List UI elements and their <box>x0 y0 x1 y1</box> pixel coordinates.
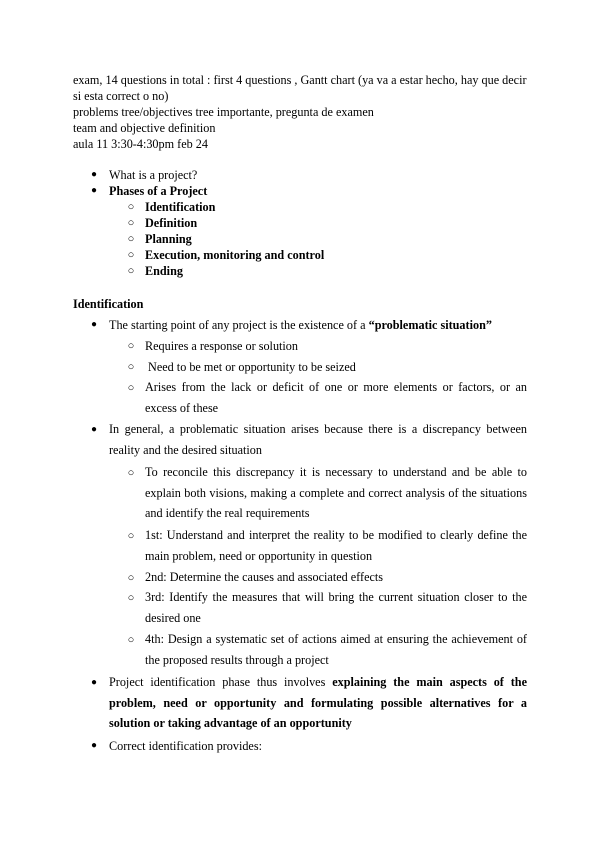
hollow-bullet-icon: ○ <box>127 467 135 479</box>
section-heading: Identification <box>73 297 144 311</box>
bullet-icon: ● <box>90 424 98 435</box>
correct-identification-line: Correct identification provides: <box>109 739 262 753</box>
sub-item: Need to be met or opportunity to be seized <box>145 360 356 374</box>
sub-item: 3rd: Identify the measures that will bring the current situation closer to the desired one <box>145 590 527 625</box>
bullet-icon: ● <box>90 319 98 330</box>
sub-item: Arises from the lack or deficit of one or more elements or factors, or an excess of these <box>145 380 527 415</box>
sub-item: 4th: Design a systematic set of actions aimed at ensuring the achievement of the proposed results through a project <box>145 632 527 667</box>
sub-item: 1st: Understand and interpret the reality to be modified to clearly define the main problem, need or opportunity in question <box>145 528 527 563</box>
starting-point-text: The starting point of any project is the existence of a <box>109 318 369 332</box>
phase-item: Identification <box>145 200 216 214</box>
bullet-icon: ● <box>90 185 98 196</box>
hollow-bullet-icon: ○ <box>127 634 135 646</box>
note-line-4: team and objective definition <box>73 121 216 135</box>
problematic-situation-term: “problematic situation” <box>368 318 492 332</box>
note-line-2: si esta correct o no) <box>73 89 169 103</box>
hollow-bullet-icon: ○ <box>127 265 135 277</box>
phase-item: Ending <box>145 264 183 278</box>
bullet-icon: ● <box>90 740 98 751</box>
outline-phases-title: Phases of a Project <box>109 184 208 198</box>
discrepancy-paragraph: In general, a problematic situation arises because there is a discrepancy between reality and the desired situation <box>109 422 527 457</box>
bullet-icon: ● <box>90 677 98 688</box>
identification-phase-paragraph <box>109 672 527 734</box>
hollow-bullet-icon: ○ <box>127 572 135 584</box>
hollow-bullet-icon: ○ <box>127 249 135 261</box>
sub-item: To reconcile this discrepancy it is necessary to understand and be able to explain both visions, making a complete and correct analysis of the situations and identify the real requirements <box>145 465 527 521</box>
note-line-1: exam, 14 questions in total : first 4 questions , Gantt chart (ya va a estar hecho, hay que decir <box>73 73 527 87</box>
sub-item: 2nd: Determine the causes and associated effects <box>145 570 384 584</box>
hollow-bullet-icon: ○ <box>127 340 135 352</box>
note-line-5: aula 11 3:30-4:30pm feb 24 <box>73 137 208 151</box>
hollow-bullet-icon: ○ <box>127 201 135 213</box>
hollow-bullet-icon: ○ <box>127 217 135 229</box>
phase-item: Execution, monitoring and control <box>145 248 325 262</box>
hollow-bullet-icon: ○ <box>127 592 135 604</box>
identification-phase-emphasis: explaining the main aspects of the problem, need or opportunity and formulating possible alternatives for a solution or taking advantage of an opportunity <box>109 675 527 731</box>
sub-item: Requires a response or solution <box>145 339 298 353</box>
identification-phase-text: Project identification phase thus involves <box>109 675 333 689</box>
bullet-icon: ● <box>90 169 98 180</box>
starting-point-paragraph <box>109 317 492 333</box>
hollow-bullet-icon: ○ <box>127 361 135 373</box>
outline-what-is: What is a project? <box>109 168 198 182</box>
phase-item: Definition <box>145 216 198 230</box>
hollow-bullet-icon: ○ <box>127 382 135 394</box>
note-line-3: problems tree/objectives tree importante, pregunta de examen <box>73 105 374 119</box>
phase-item: Planning <box>145 232 192 246</box>
hollow-bullet-icon: ○ <box>127 530 135 542</box>
hollow-bullet-icon: ○ <box>127 233 135 245</box>
